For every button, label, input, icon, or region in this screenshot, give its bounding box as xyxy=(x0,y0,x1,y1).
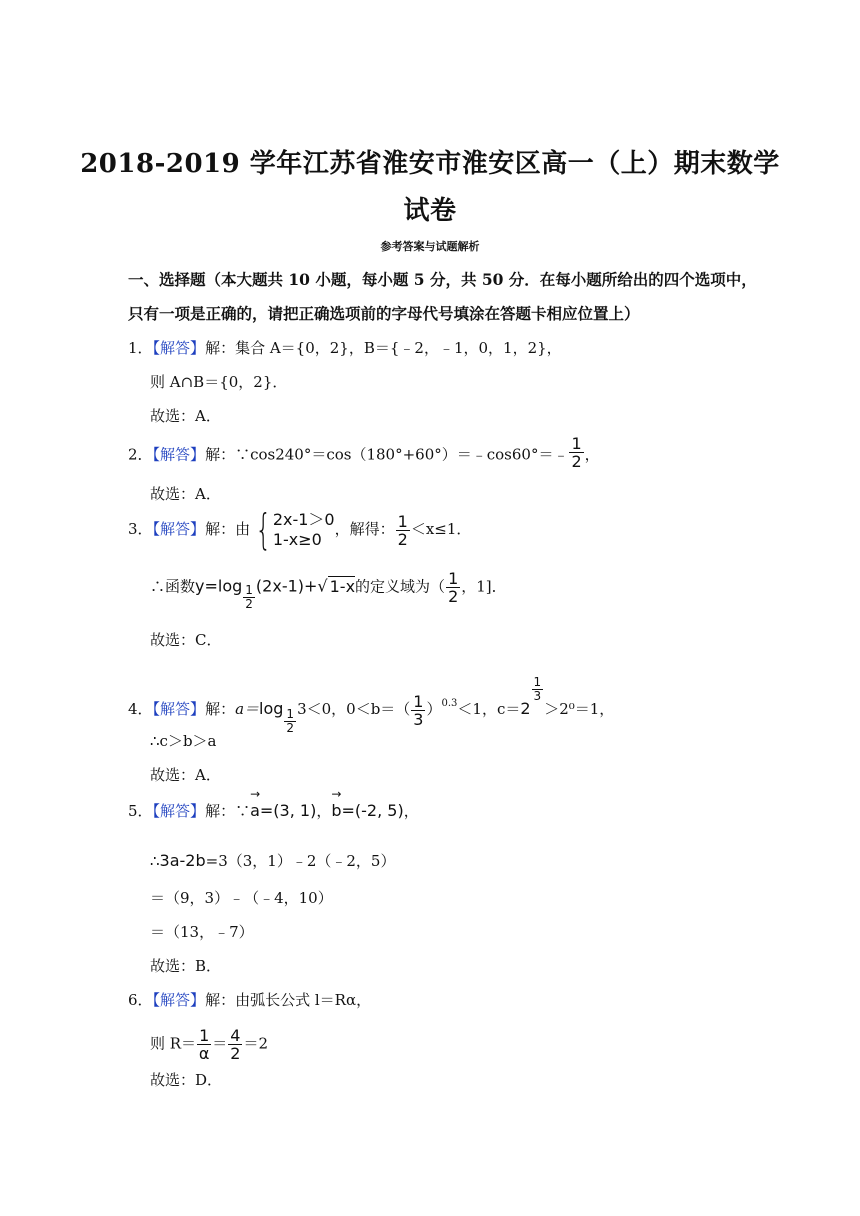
fraction: $\frac{1}{2}$ xyxy=(397,511,408,549)
q5-line-3: ＝（9，3）﹣（﹣4，10） xyxy=(150,889,333,907)
fraction: $\frac{1}{3}$ xyxy=(413,691,424,729)
q5-line-4: ＝（13，﹣7） xyxy=(150,923,254,941)
q3-line-1: 3．【解答】解：由 { 2x-1＞0 1-x≥0 ，解得： $\frac{1}{2}$ ＜x≤1． xyxy=(128,505,472,554)
q5-line-2: ∴3a-2b=3（3，1）﹣2（﹣2，5） xyxy=(150,851,396,870)
q4-line-2: ∴c＞b＞a xyxy=(150,732,217,750)
inequality-system: 2x-1＞0 1-x≥0 xyxy=(272,510,335,549)
fraction: $\frac{4}{2}$ xyxy=(230,1026,241,1063)
fraction: $\frac{1}{\alpha}$ xyxy=(198,1026,210,1063)
exponent-fraction: $\frac{1}{3}$ xyxy=(533,675,542,703)
section-heading-line-1: 一、选择题（本大题共 10 小题，每小题 5 分，共 50 分．在每小题所给出的四个选项中， xyxy=(128,270,757,289)
q5-answer: 故选：B． xyxy=(150,957,222,975)
q1-answer: 故选：A． xyxy=(150,407,221,425)
q5-line-1: 5．【解答】解：∵→ a=(3, 1)，→ b=(-2, 5)， xyxy=(128,801,419,821)
title-line-2: 试卷 xyxy=(403,196,457,226)
vector-a: → a=(3, 1) xyxy=(250,801,316,821)
answer-tag: 【解答】 xyxy=(152,991,206,1009)
log-base-fraction: $\frac{1}{2}$ xyxy=(245,582,253,611)
q3-answer: 故选：C． xyxy=(150,631,222,649)
brace-icon: { xyxy=(255,505,272,554)
q6-line-1: 6．【解答】解：由弧长公式 l＝Rα， xyxy=(128,991,372,1009)
answer-tag: 【解答】 xyxy=(152,339,206,357)
q3-line-2: ∴函数y=log $\frac{1}{2}$ (2x-1)+√ 1-x的定义域为（ $\frac{1}{2}$ ，1]． xyxy=(150,569,507,611)
title-line-1: 2018-2019 学年江苏省淮安市淮安区高一（上）期末数学 xyxy=(80,149,780,179)
log-base-fraction: $\frac{1}{2}$ xyxy=(286,707,295,735)
answer-tag: 【解答】 xyxy=(152,700,206,718)
section-heading-line-2: 只有一项是正确的，请把正确选项前的字母代号填涂在答题卡相应位置上） xyxy=(128,304,640,323)
q4-answer: 故选：A． xyxy=(150,766,221,784)
answer-tag: 【解答】 xyxy=(152,802,206,820)
vector-b: → b=(-2, 5) xyxy=(331,801,403,821)
answer-tag: 【解答】 xyxy=(152,520,206,538)
q4-line-1: 4．【解答】解：a＝log $\frac{1}{2}$ 3＜0，0＜b＝（ $\frac{1}{3}$ ）$^{0.3}$＜1，c＝2 $\frac{1}{3}$ ＞2⁰＝1， xyxy=(128,675,615,735)
q1-line-1: 1．【解答】解：集合 A＝{0，2}，B＝{﹣2，﹣1，0，1，2}， xyxy=(128,339,562,357)
answer-tag: 【解答】 xyxy=(152,445,206,464)
q6-answer: 故选：D． xyxy=(150,1071,223,1089)
subtitle: 参考答案与试题解析 xyxy=(380,240,480,253)
q2-answer: 故选：A． xyxy=(150,485,221,503)
q1-line-2: 则 A∩B＝{0，2}． xyxy=(150,373,288,391)
q2-line-1: 2．【解答】解：∵cos240°＝cos（180°+60°）＝﹣cos60°＝﹣ $\frac{1}{2}$ ， xyxy=(128,434,600,471)
fraction: $\frac{1}{2}$ xyxy=(571,434,582,471)
fraction: $\frac{1}{2}$ xyxy=(448,569,459,606)
q6-line-2: 则 R＝ $\frac{1}{\alpha}$ ＝ $\frac{4}{2}$ ＝2 xyxy=(150,1026,268,1063)
